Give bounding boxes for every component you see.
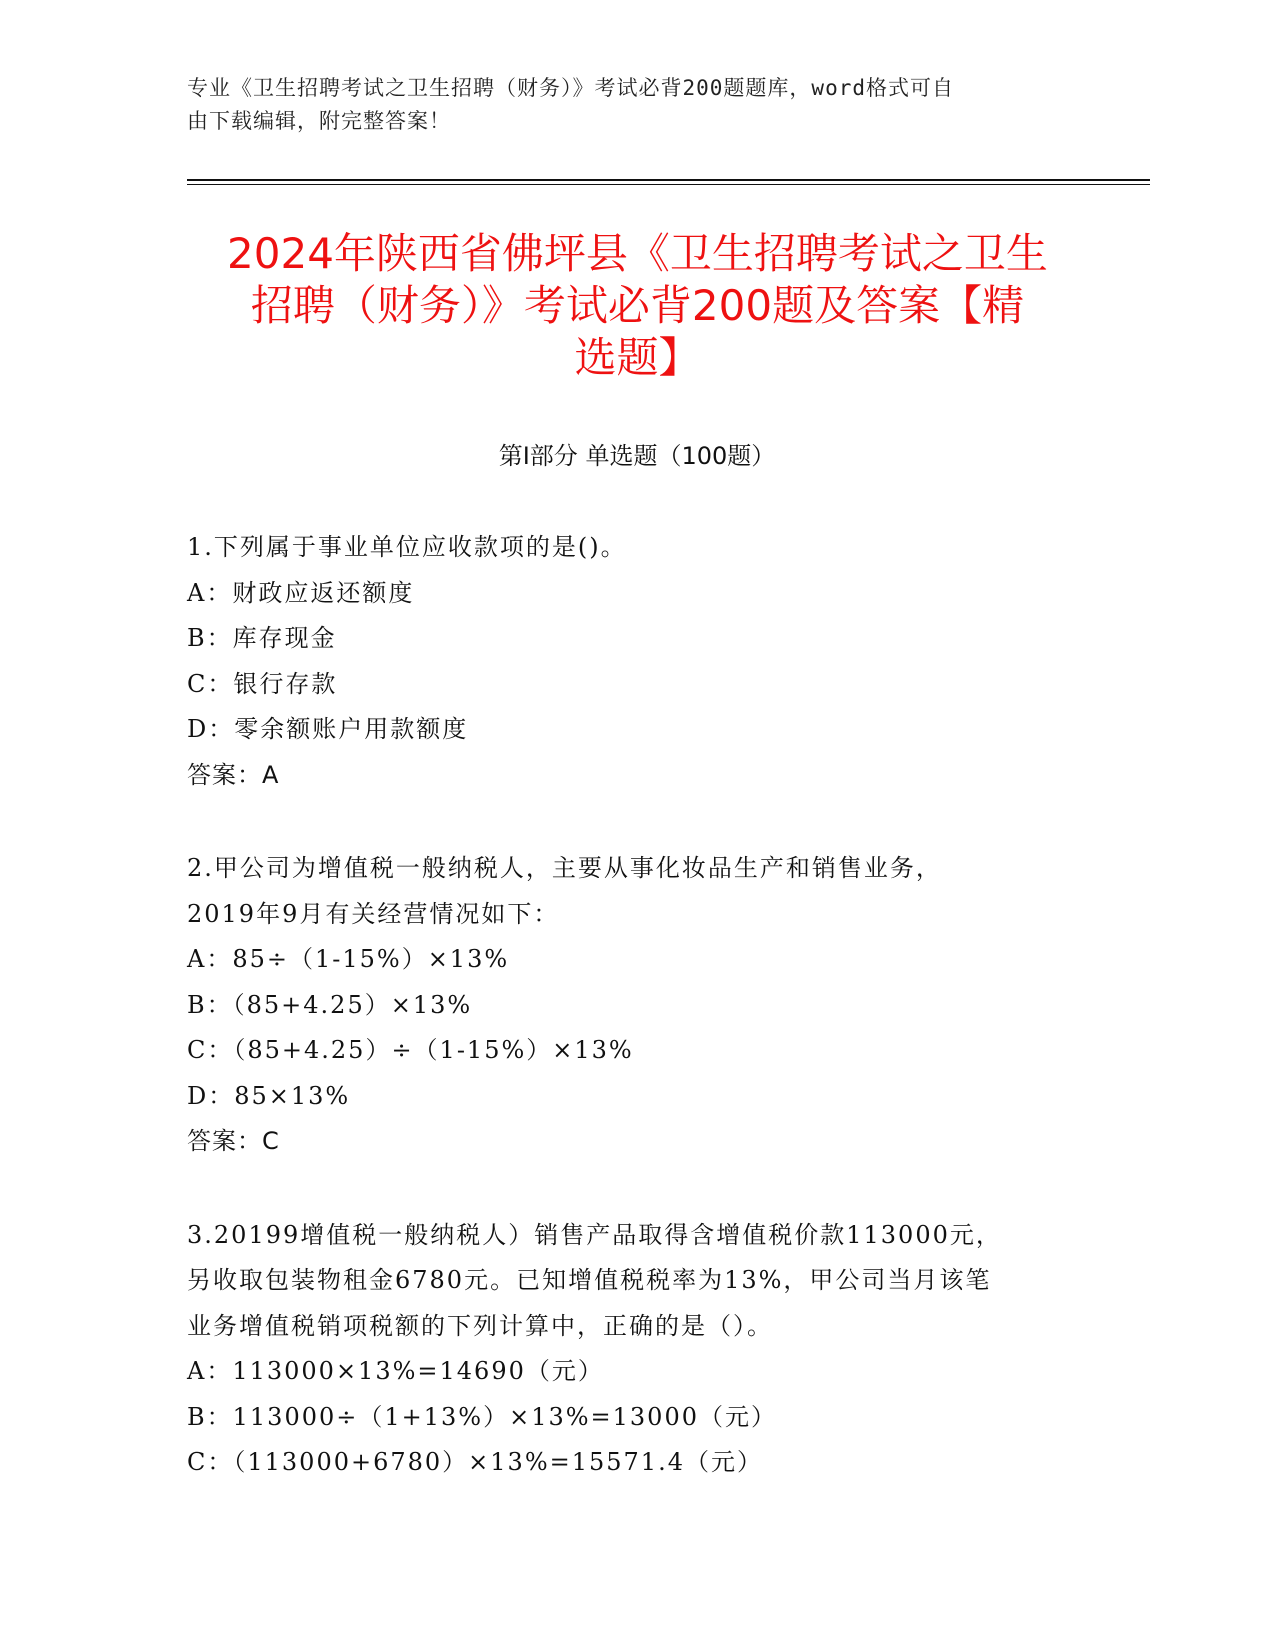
document-title — [150, 228, 1125, 384]
section-heading: 第Ⅰ部分 单选题（100题） — [498, 442, 776, 470]
question-stem: 3.20199增值税一般纳税人）销售产品取得含增值税价款113000元， — [187, 1220, 1002, 1249]
option-c: C：银行存款 — [187, 669, 338, 698]
question-stem: 业务增值税销项税额的下列计算中，正确的是（）。 — [187, 1311, 773, 1340]
question-list — [187, 525, 1067, 1534]
header-note-line: 由下载编辑，附完整答案！ — [187, 109, 451, 133]
answer-line: 答案：A — [187, 760, 280, 789]
question-stem: 1.下列属于事业单位应收款项的是()。 — [187, 533, 627, 561]
question-stem: 2019年9月有关经营情况如下： — [187, 899, 560, 928]
title-line: 选题】 — [574, 333, 701, 382]
option-b: B：（85+4.25）×13% — [187, 990, 473, 1019]
option-d: D：零余额账户用款额度 — [187, 715, 469, 743]
title-line: 2024年陕西省佛坪县《卫生招聘考试之卫生 — [227, 229, 1048, 278]
question-item — [187, 1213, 1067, 1486]
option-b: B：113000÷（1+13%）×13%=13000（元） — [187, 1402, 777, 1431]
option-a: A：85÷（1-15%）×13% — [187, 945, 510, 973]
option-a: A：财政应返还额度 — [187, 578, 415, 607]
header-note — [187, 72, 1067, 138]
option-b: B：库存现金 — [187, 624, 337, 652]
option-c: C：（85+4.25）÷（1-15%）×13% — [187, 1036, 634, 1064]
header-divider-thick — [187, 179, 1150, 181]
question-item — [187, 525, 1067, 798]
option-c: C：（113000+6780）×13%=15571.4（元） — [187, 1448, 763, 1476]
option-d: D：85×13% — [187, 1081, 351, 1110]
question-stem: 2.甲公司为增值税一般纳税人，主要从事化妆品生产和销售业务， — [187, 854, 942, 882]
title-line: 招聘（财务）》考试必背200题及答案【精 — [250, 281, 1025, 330]
header-divider-thin — [187, 184, 1150, 185]
answer-line: 答案：C — [187, 1127, 280, 1155]
question-item — [187, 846, 1067, 1165]
option-a: A：113000×13%=14690（元） — [187, 1357, 604, 1385]
header-note-line: 专业《卫生招聘考试之卫生招聘（财务）》考试必背200题题库，word格式可自 — [187, 76, 954, 100]
question-stem: 另收取包装物租金6780元。已知增值税税率为13%，甲公司当月该笔 — [187, 1266, 992, 1294]
